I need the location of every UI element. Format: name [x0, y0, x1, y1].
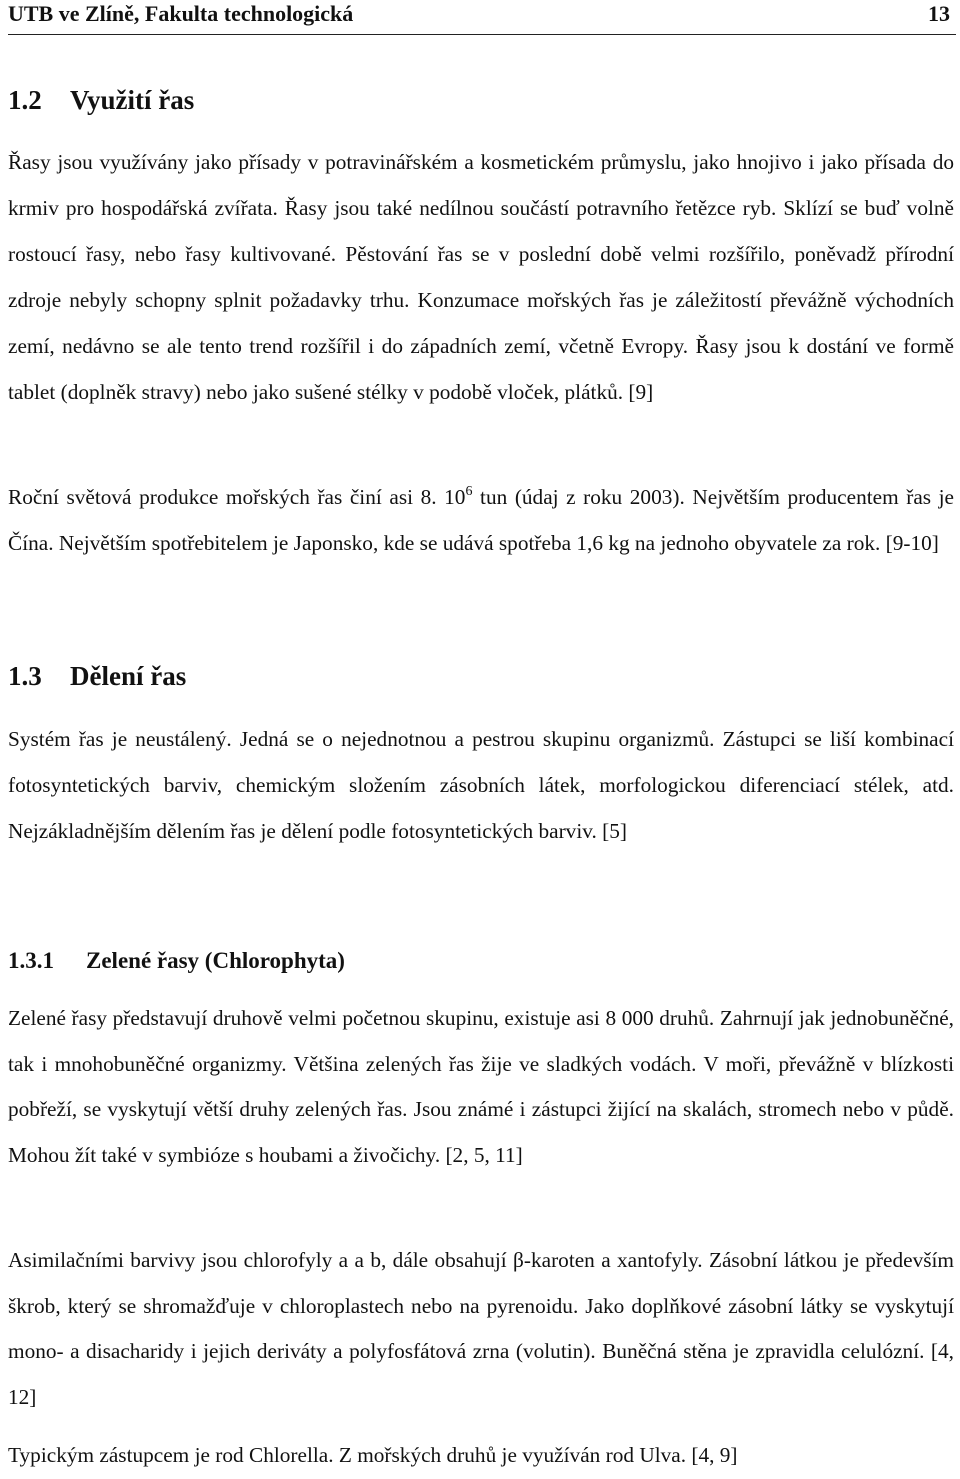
- running-header: [8, 0, 956, 35]
- paragraph-green-algae: Zelené řasy představují druhově velmi početnou skupinu, existuje asi 8 000 druhů. Zahrnují jak jednobuněčné, tak i mnohobuněčné organizmy. Většina zelených řas žije ve sladkých vodách. V moři, převážně v blízkosti pobřeží, se vyskytují větší druhy zelených řas. Jsou známé i zástupci žijící na skalách, stromech nebo v půdě. Mohou žít také v symbióze s houbami a živočichy. [2, 5, 11]: [8, 1006, 954, 1167]
- paragraph-usage: Řasy jsou využívány jako přísady v potravinářském a kosmetickém průmyslu, jako hnojivo i jako přísada do krmiv pro hospodářská zvířata. Řasy jsou také nedílnou součástí potravního řetězce ryb. Sklízí se buď volně rostoucí řasy, nebo řasy kultivované. Pěstování řas se v poslední době velmi rozšířilo, poněvadž přírodní zdroje nebyly schopny splnit požadavky trhu. Konzumace mořských řas je záležitostí převážně východních zemí, nedávno se ale tento trend rozšířil i do západních zemí, včetně Evropy. Řasy jsou k dostání ve formě tablet (doplněk stravy) nebo jako sušené stélky v podobě vloček, plátků. [9]: [8, 150, 954, 404]
- section-number: 1.2: [8, 85, 42, 115]
- paragraph-pigments: Asimilačními barvivy jsou chlorofyly a a b, dále obsahují β-karoten a xantofyly. Zásobní látkou je především škrob, který se shromažďuje v chloroplastech nebo na pyrenoidu. Jako doplňkové zásobní látky se vyskytují mono- a disacharidy i jejich deriváty a polyfosfátová zrna (volutin). Buněčná stěna je zpravidla celulózní. [4, 12]: [8, 1248, 954, 1409]
- section-title: Dělení řas: [70, 661, 187, 691]
- header-title: UTB ve Zlíně, Fakulta technologická: [8, 1, 354, 26]
- section-heading-1-3-1: [8, 947, 345, 975]
- paragraph-representatives: Typickým zástupcem je rod Chlorella. Z mořských druhů je využíván rod Ulva. [4, 9]: [8, 1443, 738, 1467]
- production-text-start: Roční světová produkce mořských řas činí asi 8. 10: [8, 485, 466, 509]
- section-title: Využití řas: [70, 85, 195, 115]
- section-heading-1-3: [8, 660, 186, 692]
- paragraph-classification: Systém řas je neustálený. Jedná se o nejednotnou a pestrou skupinu organizmů. Zástupci se liší kombinací fotosyntetických barviv, chemickým složením zásobních látek, morfologickou diferenciací stélek, atd. Nejzákladnějším dělením řas je dělení podle fotosyntetických barviv. [5]: [8, 727, 954, 843]
- section-title: Zelené řasy (Chlorophyta): [86, 948, 345, 973]
- page-number: 13: [928, 1, 950, 26]
- production-text-end: tun (údaj z roku 2003). Největším producentem řas je Čína. Největším spotřebitelem je Japonsko, kde se udává spotřeba 1,6 kg na jednoho obyvatele za rok. [9-10]: [8, 485, 954, 555]
- section-number: 1.3: [8, 661, 42, 691]
- exponent: 6: [465, 484, 473, 499]
- section-heading-1-2: [8, 84, 194, 116]
- paragraph-production: [8, 474, 954, 566]
- section-number: 1.3.1: [8, 948, 54, 973]
